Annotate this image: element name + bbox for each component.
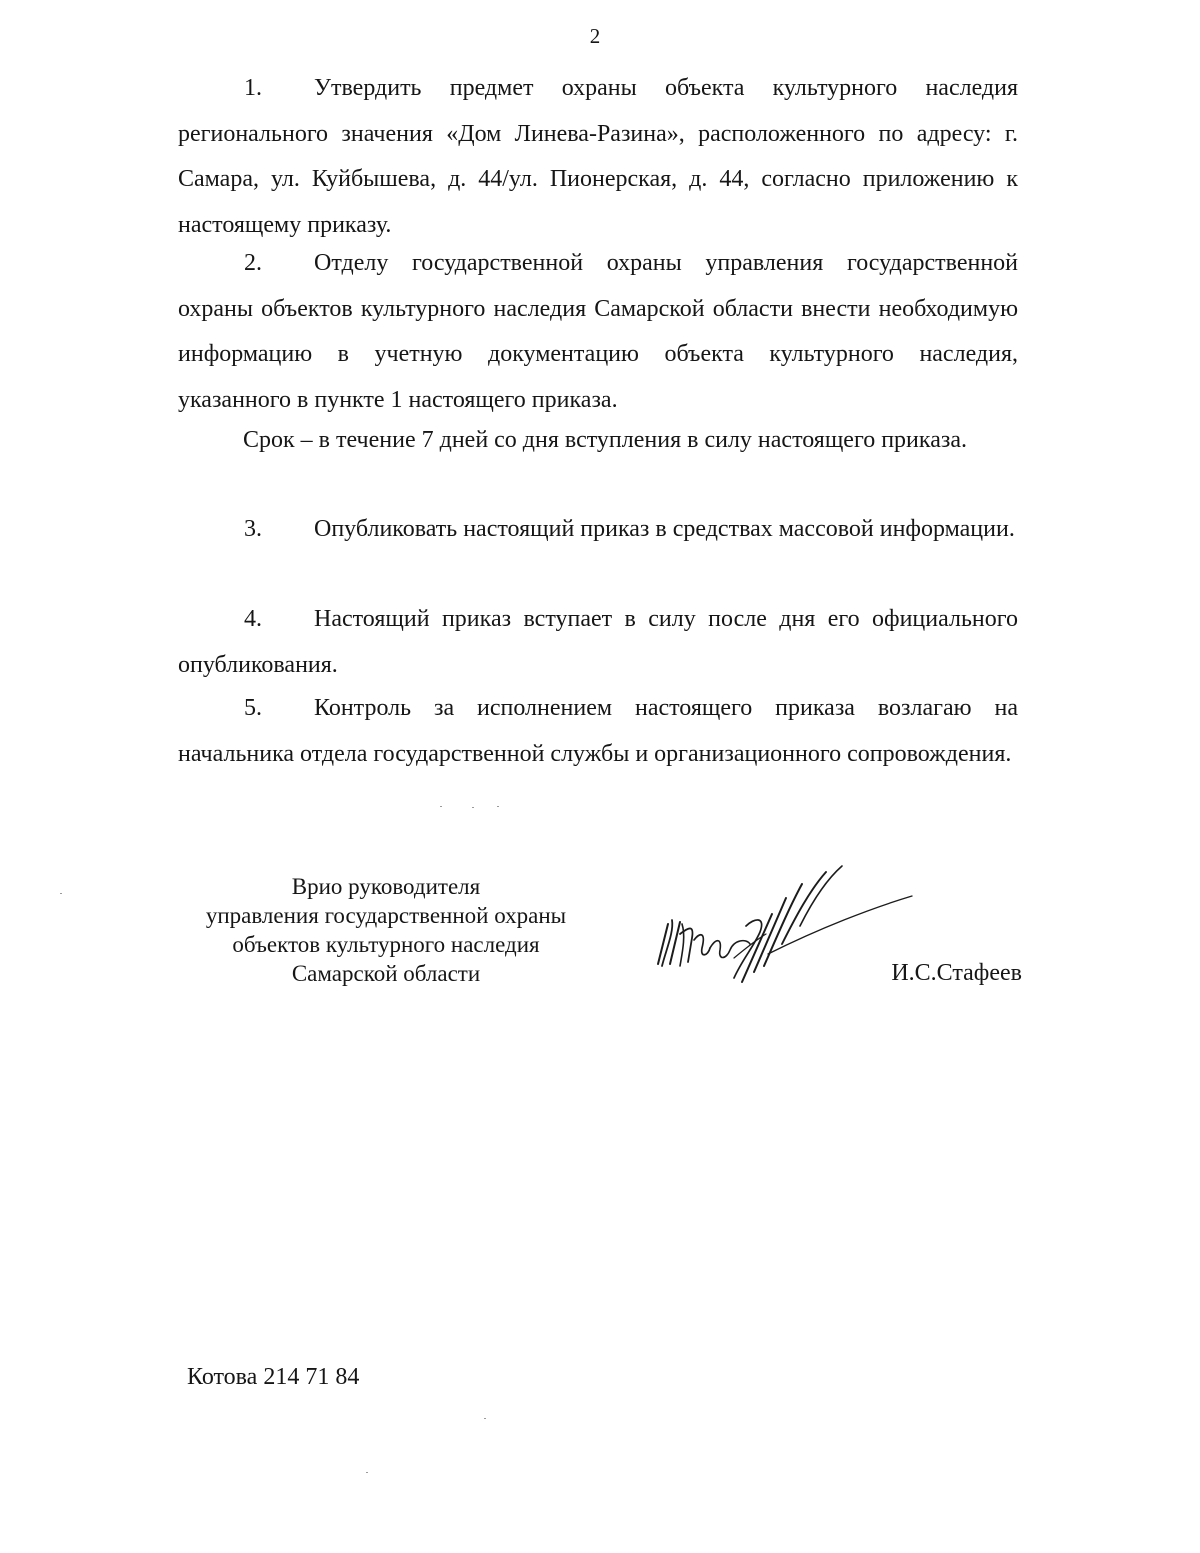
paragraph-text: Срок – в течение 7 дней со дня вступления в силу настоящего приказа.	[243, 427, 967, 453]
paragraph-number: 4.	[244, 606, 262, 632]
scan-speck	[366, 1472, 368, 1473]
position-line: объектов культурного наследия	[232, 932, 540, 957]
paragraph-number: 5.	[244, 695, 262, 721]
position-line: управления государственной охраны	[205, 903, 567, 928]
scan-speck	[472, 807, 474, 808]
paragraph-4	[178, 597, 1018, 688]
paragraph-3	[178, 507, 1018, 553]
paragraph-deadline	[243, 418, 1018, 464]
paragraph-number: 2.	[244, 250, 262, 276]
paragraph-number: 3.	[244, 516, 262, 542]
paragraph-1	[178, 66, 1018, 248]
scan-speck	[484, 1418, 486, 1419]
paragraph-text: Утвердить предмет охраны объекта культурного наследия регионального значения «Дом Линева-Разина», расположенного по адресу: г. Самара, ул. Куйбышева, д. 44/ул. Пионерская, д. 44, согласно приложению к настоящему приказу.	[178, 75, 1018, 238]
paragraph-text: Опубликовать настоящий приказ в средствах массовой информации.	[314, 516, 1015, 542]
paragraph-text: Отделу государственной охраны управления государственной охраны объектов культурного наследия Самарской области внести необходимую информацию в учетную документацию объекта культурного наследия, указанного в пункте 1 настоящего приказа.	[178, 250, 1018, 413]
paragraph-2	[178, 241, 1018, 423]
position-line: Врио руководителя	[291, 874, 481, 899]
scan-speck	[60, 893, 62, 894]
paragraph-5	[178, 686, 1018, 777]
signer-name: И.С.Стафеев	[891, 960, 1022, 986]
paragraph-text: Контроль за исполнением настоящего приказа возлагаю на начальника отдела государственной службы и организационного сопровождения.	[178, 695, 1018, 767]
paragraph-text: Настоящий приказ вступает в силу после дня его официального опубликования.	[178, 606, 1018, 678]
page-number: 2	[589, 24, 601, 48]
paragraph-number: 1.	[244, 75, 262, 101]
signatory-position	[150, 872, 622, 988]
position-line: Самарской области	[291, 961, 481, 986]
scan-speck	[497, 806, 499, 807]
scan-speck	[440, 806, 442, 807]
executor-contact: Котова 214 71 84	[187, 1364, 360, 1390]
